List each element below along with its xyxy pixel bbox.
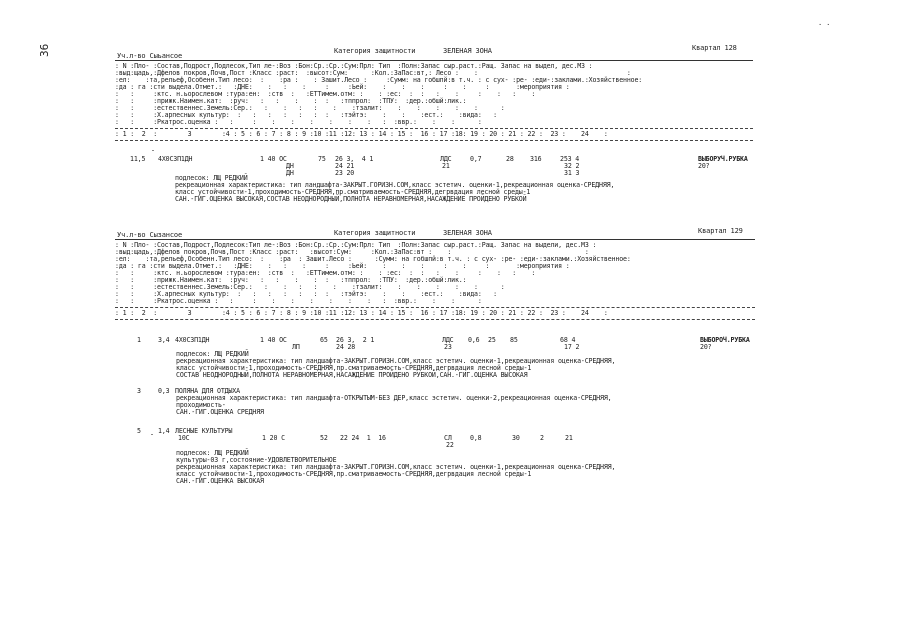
- note-line: проходимость-: [176, 401, 226, 409]
- record-action-year: 20?: [700, 343, 712, 351]
- record-stock: 2: [540, 434, 544, 442]
- note-line: рекреационная характеристика: тип ландшафта-ЗАКРЫТ.ГОРИЗН.СОМ,класс эстетич. оценки-1,рекреационная оценка-СРЕДНЯЯ,: [176, 463, 616, 471]
- block1-column-numbers: : 1 : 2 : 3 :4 : 5 : 6 : 7 : 8 : 9 :10 :11 :12: 13 : 14 : 15 : 16 : 17 :18: 19 : 20 : 21 : 22 : 23 : 24 :: [115, 130, 608, 138]
- record-area: 3,4: [158, 336, 170, 344]
- block2-header-line: :выд:щадь,:Дфелов покров,Почв,Пост :Класс :раст: :высот:Сум: :Кол.:ЗаПас:вт : : :: [115, 248, 589, 256]
- record-params: 22 24 1 16: [340, 434, 386, 442]
- block1-header-line: :да : га :сти выдела.Отмет.: :ДНЕ: : : : : :Ьей: : : : : : : :мероприятия :: [115, 83, 570, 91]
- record-age: 75: [318, 155, 326, 163]
- record-density: 0,6: [468, 336, 480, 344]
- note-line: класс устойчивости-1,проходимость-СРЕДНЯЯ,пр.сматриваемость-СРЕДНЯЯ,дегрвдация лесной среды-1: [176, 364, 532, 372]
- note-line: САН.-ГИГ.ОЦЕНКА ВЫСОКАЯ,СОСТАВ НЕОДНОРОДНЫЙ,ПОЛНОТА НЕРАВНОМЕРНАЯ,НАСАЖДЕНИЕ ПРОЙДЕНО РУБКОЙ: [175, 195, 527, 203]
- record-stock: 17 2: [564, 343, 580, 351]
- note-line: подлесок: ЛЩ РЕДКИЙ: [175, 174, 248, 182]
- record-stock: 28: [506, 155, 514, 163]
- record-stock: 68 4: [560, 336, 576, 344]
- scan-speck: [152, 150, 154, 151]
- record-params: 23 20: [335, 169, 355, 177]
- record-forest-type: СЛ: [444, 434, 452, 442]
- note-line: СОСТАВ НЕОДНОРОДНЫЙ,ПОЛНОТА НЕРАВНОМЕРНАЯ,НАСАЖДЕНИЕ ПРОЙДЕНО РУБКОЙ,САН.-ГИГ.ОЦЕНКА ВЫСОКАЯ: [176, 371, 528, 379]
- record-forest-type2: 23: [444, 343, 452, 351]
- note-line: подлесок: ЛЩ РЕДКИЙ: [176, 350, 249, 358]
- block2-header-line: :ел: :та,рельеф,Особенн.Тип лесо: : :ра : Зашит.Лесо : :Сумм: на гобшпй:в т.ч. : с сух- :ре- :еди-:заклами.:Хозяйственное:: [115, 255, 631, 263]
- record-density: 0,7: [470, 155, 482, 163]
- record-params: 24 21: [335, 162, 355, 170]
- note-line: рекреационная характеристика: тип ландшафта-ЗАКРЫТ.ГОРИЗН.СОМ,класс эстетич. оценки-1,рекреационная оценка-СРЕДНЯЯ,: [175, 181, 615, 189]
- record-stock: 316: [530, 155, 542, 163]
- block2-header-line: :да : га :сти выдела.Отмет.: :ДНЕ: : : : : :Ьей: : : : : : : :мероприятия :: [115, 262, 570, 270]
- record-composition: 4Х0СЗП1ДН: [175, 336, 210, 344]
- record-title: ПОЛЯНА ДЛЯ ОТДЫХА: [175, 387, 240, 395]
- record-age: 52: [320, 434, 328, 442]
- note-line: рекреационная характеристика: тип ландшафта-ЗАКРЫТ.ГОРИЗН.СОМ,класс эстетич. оценки-1,рекреационная оценка-СРЕДНЯЯ,: [176, 357, 616, 365]
- record-params: 26 3, 2 1: [336, 336, 375, 344]
- block1-top-rule: [115, 60, 753, 61]
- block2-district: Уч.л-во Сызансое: [117, 231, 183, 239]
- record-species: ЛП: [292, 343, 300, 351]
- record-stock: 253 4: [560, 155, 580, 163]
- record-params: 24 28: [336, 343, 356, 351]
- block1-bottom-rule: [115, 140, 753, 141]
- block2-column-numbers: : 1 : 2 : 3 :4 : 5 : 6 : 7 : 8 : 9 :10 :11 :12: 13 : 14 : 15 : 16 : 17 :18: 19 : 20 : 21 : 22 : 23 : 24 :: [115, 309, 608, 317]
- block2-header-line: : : :естественнес.Земель:Сер.: : : : : : :тзалит: : : : : : :: [115, 283, 505, 291]
- note-line: культуры-03 г,состояние-УДОВЛЕТВОРИТЕЛЬНОЕ: [176, 456, 337, 464]
- record-forest-type2: 22: [446, 441, 454, 449]
- scan-speck: [151, 434, 153, 435]
- note-line: рекреационная характеристика: тип ландшафта-ОТКРЫТЫМ-БЕЗ ДЕР,класс эстетич. оценки-2,рекреационная оценка-СРЕДНЯЯ,: [176, 394, 612, 402]
- block1-header-line: :ел: :та,рельеф,Особенн.Тип лесо: : :ра : : Зашит.Лесо : :Сумм: на гобшпй:в т.ч. : с сух- :ре- :еди-:заклами.:Хозяйственное:: [115, 76, 643, 84]
- block1-category-value: ЗЕЛЕНАЯ ЗОНА: [443, 47, 492, 55]
- note-line: класс устойчивости-1,проходимость-СРЕДНЯЯ,пр.сматриваемость-СРЕДНЯЯ,дегрвдация лесной среды-1: [175, 188, 531, 196]
- record-number: 1: [137, 336, 141, 344]
- block1-header-line: : : :ктс. н.ьорослевом :тура:ен: :ств : :ЕТТимем.отм: : : :ес: : : : : : : : :: [115, 90, 536, 98]
- record-area: 0,3: [158, 387, 170, 395]
- note-line: САН.-ГИГ.ОЦЕНКА СРЕДНЯЯ: [176, 408, 264, 416]
- record-forest-type: ЛДС: [442, 336, 454, 344]
- record-species: ДН: [286, 162, 294, 170]
- block1-quarter: Квартал 128: [692, 44, 737, 52]
- note-line: класс устойчивости-1,проходимость-СРЕДНЯЯ,пр.сматриваемость-СРЕДНЯЯ,дегрвдация лесной среды-1: [176, 470, 532, 478]
- record-params: 26 3, 4 1: [335, 155, 374, 163]
- block1-district: Уч.л-во Сыьансое: [117, 52, 183, 60]
- record-composition: 4Х0СЗП1ДН: [158, 155, 193, 163]
- corner-mark: . .: [818, 19, 831, 27]
- record-age: 65: [320, 336, 328, 344]
- record-forest-type: ЛДС: [440, 155, 452, 163]
- block1-header-line: : : :прижк.Наимен.кат: :руч: : : : : : :тппрол: :ТПУ: :дер.:обшй:лик.:: [115, 97, 467, 105]
- block1-header-line: : : :Х.арпесных культур: : : : : : : : :тэйтэ: : : :ест.: :вида: :: [115, 111, 497, 119]
- record-forest-type2: 21: [442, 162, 450, 170]
- block1-header-line: : N :Пло- :Состав,Подрост,Подлесок,Тип ле-:Воз :Бон:Ср.:Ср.:Сум:Прл: Тип :Полн:Запас сыр.раст.:Ращ. Запас на выдел, дес.МЗ :: [115, 62, 593, 70]
- record-action: ВЫБОРУЧ.РУБКА: [698, 155, 748, 163]
- block1-header-line: :выд:щадь,:Дфелов покров,Почв,Пост :Класс :раст: :высот:Сум: :Кол.:ЗаПас:вт,: Лесо : : :: [115, 69, 631, 77]
- block2-header-line: : N :Пло- :Состав,Подрост,Подлесок:Тип ле-:Воз :Бон:Ср.:Ср.:Сум:Прл: Тип :Полн:Запас сыр.раст.:Ращ. Запас на выдели, дес.МЗ :: [115, 241, 597, 249]
- record-title: ЛЕСНЫЕ КУЛЬТУРЫ: [175, 427, 233, 435]
- note-line: подлесок: ЛЩ РЕДКИЙ: [176, 449, 249, 457]
- record-action: ВЫБОРОЧ.РУБКА: [700, 336, 750, 344]
- record-number: 3: [137, 387, 141, 395]
- record-species: 1 40 ОС: [260, 155, 287, 163]
- block1-header-line: : : :естественнес.Земель:Сер.: : : : : : :тзалит: : : : : : :: [115, 104, 505, 112]
- record-number: 5: [137, 427, 141, 435]
- record-density: 0,8: [470, 434, 482, 442]
- record-area: 11,5: [130, 155, 146, 163]
- page-number: 36: [38, 43, 51, 57]
- record-stock: 32 2: [564, 162, 580, 170]
- block2-header-line: : : :Ркатрос.оценка : : : : : : : : : : :ввр.: : : :: [115, 297, 482, 305]
- record-species: 1 40 ОС: [260, 336, 287, 344]
- block2-category-value: ЗЕЛЕНАЯ ЗОНА: [443, 229, 492, 237]
- record-area: 1,4: [158, 427, 170, 435]
- block2-header-line: : : :ктс. н.ьорослевом :тура:ен: :ств : :ЕТТимем.отм: : : :ес: : : : : : : : :: [115, 269, 536, 277]
- block2-quarter: Квартал 129: [698, 227, 743, 235]
- block2-header-line: : : :прижк.Наимен.кат: :руч: : : : : : :тппрол: :ТПУ: :дер.:обшй:лик.:: [115, 276, 467, 284]
- block1-category-label: Категория защитности: [334, 47, 416, 55]
- record-sub: 10С: [178, 434, 190, 442]
- note-line: САН.-ГИГ.ОЦЕНКА ВЫСОКАЯ: [176, 477, 264, 485]
- record-stock: 21: [565, 434, 573, 442]
- record-species: ДН: [286, 169, 294, 177]
- block1-header-line: : : :Ркатрос.оценка : : : : : : : : : : :ввр.: : : :: [115, 118, 482, 126]
- block2-bottom-rule: [115, 319, 755, 320]
- block2-top-rule: [115, 239, 755, 240]
- block2-category-label: Категория защитности: [334, 229, 416, 237]
- record-stock: 31 3: [564, 169, 580, 177]
- record-stock: 30: [512, 434, 520, 442]
- record-action-year: 20?: [698, 162, 710, 170]
- record-stock: 85: [510, 336, 518, 344]
- block2-header-line: : : :Х.арпесных культур: : : : : : : : :тэйтэ: : : :ест.: :вида: :: [115, 290, 497, 298]
- block2-mid-rule: [115, 307, 755, 308]
- record-species: 1 20 С: [262, 434, 285, 442]
- record-stock: 25: [488, 336, 496, 344]
- block1-mid-rule: [115, 128, 753, 129]
